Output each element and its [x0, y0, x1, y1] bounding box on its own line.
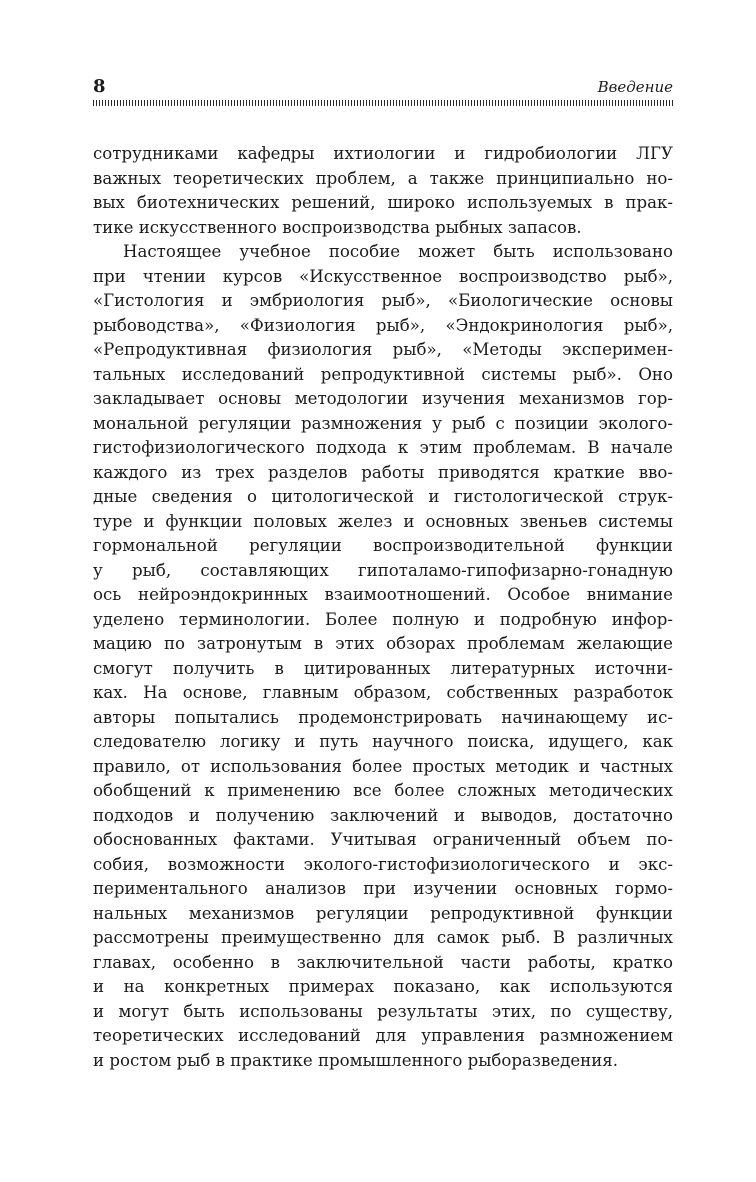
text-line: важных теоретических проблем, а также принципиально но- [93, 168, 673, 188]
text-line: нальных механизмов регуляции репродуктивной функции [93, 903, 673, 923]
text-line: дные сведения о цитологической и гистологической струк- [93, 487, 673, 506]
text-line: мональной регуляции размножения у рыб с позиции эколого- [93, 413, 673, 433]
text-line: обобщений к применению все более сложных методических [93, 781, 673, 800]
text-line: смогут получить в цитированных литературных источни- [93, 658, 673, 678]
text-line: подходов и получению заключений и выводов, достаточно [93, 805, 673, 825]
page-number: 8 [93, 76, 106, 97]
text-line: мацию по затронутым в этих обзорах проблемам желающие [93, 634, 673, 653]
text-line: и ростом рыб в практике промышленного рыборазведения. [93, 1050, 619, 1070]
text-line: и могут быть использованы результаты этих, по существу, [93, 1001, 673, 1021]
text-line: сотрудниками кафедры ихтиологии и гидробиологии ЛГУ [93, 144, 673, 163]
text-line: гистофизиологического подхода к этим проблемам. В начале [93, 438, 673, 457]
text-line: рассмотрены преимущественно для самок рыб. В различных [93, 928, 673, 947]
text-line: главах, особенно в заключительной части работы, кратко [93, 952, 673, 972]
text-line: при чтении курсов «Искусственное воспроизводство рыб», [93, 266, 673, 286]
text-line: туре и функции половых желез и основных звеньев системы [93, 511, 673, 531]
text-line: закладывает основы методологии изучения механизмов гор- [93, 389, 673, 408]
paragraph [93, 240, 673, 1073]
text-line: ось нейроэндокринных взаимоотношений. Особое внимание [93, 585, 673, 604]
text-line: теоретических исследований для управления размножением [93, 1026, 673, 1045]
text-line: уделено терминологии. Более полную и подробную инфор- [93, 609, 673, 629]
running-title: Введение [597, 78, 673, 96]
text-line: у рыб, составляющих гипоталамо-гипофизарно-гонадную [93, 560, 673, 580]
text-line: вых биотехнических решений, широко используемых в прак- [93, 193, 673, 212]
text-line: тальных исследований репродуктивной системы рыб». Оно [93, 364, 673, 384]
paragraph [93, 142, 673, 240]
text-line: обоснованных фактами. Учитывая ограниченный объем по- [93, 830, 673, 849]
text-line: тике искусственного воспроизводства рыбных запасов. [93, 217, 582, 237]
running-header [93, 76, 673, 98]
text-line: собия, возможности эколого-гистофизиологического и экс- [93, 854, 673, 874]
text-line: рыбоводства», «Физиология рыб», «Эндокринология рыб», [93, 315, 673, 335]
text-line: «Гистология и эмбриология рыб», «Биологические основы [93, 291, 673, 310]
text-line: следователю логику и путь научного поиска, идущего, как [93, 732, 673, 751]
text-line: авторы попытались продемонстрировать начинающему ис- [93, 707, 673, 727]
text-line: ках. На основе, главным образом, собственных разработок [93, 683, 673, 702]
text-line: и на конкретных примерах показано, как используются [93, 977, 673, 996]
text-line: периментального анализов при изучении основных гормо- [93, 879, 673, 898]
text-line: каждого из трех разделов работы приводятся краткие вво- [93, 462, 673, 482]
header-rule [93, 100, 673, 106]
text-line: Настоящее учебное пособие может быть использовано [123, 242, 673, 261]
text-line: «Репродуктивная физиология рыб», «Методы эксперимен- [93, 340, 673, 359]
text-line: гормональной регуляции воспроизводительной функции [93, 536, 673, 555]
text-line: правило, от использования более простых методик и частных [93, 756, 673, 776]
body-text [93, 142, 673, 1073]
